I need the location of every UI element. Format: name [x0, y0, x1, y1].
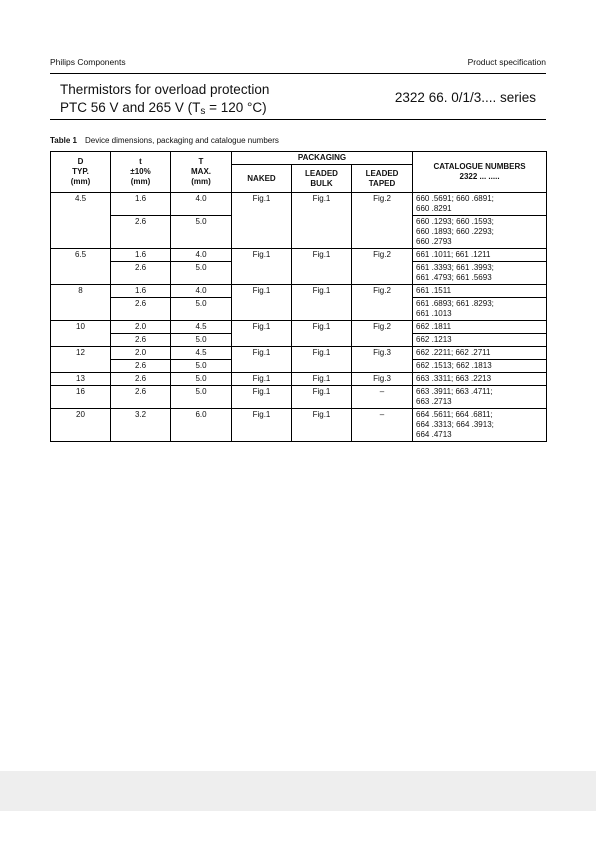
- cell-catalogue: [413, 249, 547, 262]
- cell-t: 2.6: [111, 262, 171, 285]
- catalogue-line: 660 .8291: [416, 204, 452, 213]
- cell-t: 2.0: [111, 347, 171, 360]
- cell-catalogue: [413, 262, 547, 285]
- cell-catalogue: [413, 285, 547, 298]
- cell-t: 3.2: [111, 409, 171, 442]
- catalogue-line: 664 .4713: [416, 430, 452, 439]
- cell-d: 4.5: [51, 193, 111, 249]
- cell-leaded-taped: Fig.3: [352, 373, 413, 386]
- cell-leaded-taped: Fig.2: [352, 193, 413, 249]
- cell-t: 2.0: [111, 321, 171, 334]
- cell-d: 20: [51, 409, 111, 442]
- page-bottom-band: [0, 771, 596, 811]
- cell-t: 1.6: [111, 193, 171, 216]
- table-row: [51, 321, 547, 334]
- cell-leaded-bulk: Fig.1: [292, 193, 352, 249]
- cell-t: 2.6: [111, 360, 171, 373]
- header-right: Product specification: [467, 57, 546, 67]
- cell-d: 6.5: [51, 249, 111, 285]
- cell-t: 2.6: [111, 216, 171, 249]
- cell-d: 12: [51, 347, 111, 373]
- cell-leaded-bulk: Fig.1: [292, 321, 352, 347]
- cell-T: 5.0: [171, 216, 232, 249]
- catalogue-line: 662 .1811: [416, 322, 452, 331]
- cell-T: 5.0: [171, 298, 232, 321]
- catalogue-line: 660 .2793: [416, 237, 452, 246]
- cell-catalogue: [413, 298, 547, 321]
- cell-T: 5.0: [171, 262, 232, 285]
- table-caption: Table 1 Device dimensions, packaging and catalogue numbers: [50, 136, 279, 145]
- catalogue-line: 661 .6893; 661 .8293;: [416, 299, 494, 308]
- document-title: [60, 81, 269, 119]
- col-header-d: D TYP. (mm): [51, 152, 111, 193]
- catalogue-line: 661 .3393; 661 .3993;: [416, 263, 494, 272]
- cell-leaded-bulk: Fig.1: [292, 409, 352, 442]
- table-row: [51, 409, 547, 442]
- cell-d: 10: [51, 321, 111, 347]
- cell-catalogue: [413, 216, 547, 249]
- col-header-naked: NAKED: [232, 165, 292, 193]
- cell-leaded-bulk: Fig.1: [292, 386, 352, 409]
- cell-T: 4.0: [171, 285, 232, 298]
- table-row: [51, 249, 547, 262]
- table-row: [51, 373, 547, 386]
- cell-t: 2.6: [111, 298, 171, 321]
- cell-T: 4.5: [171, 347, 232, 360]
- cell-d: 16: [51, 386, 111, 409]
- cell-catalogue: [413, 409, 547, 442]
- col-header-packaging: PACKAGING: [232, 152, 413, 165]
- col-header-leaded-bulk: LEADED BULK: [292, 165, 352, 193]
- catalogue-line: 660 .5691; 660 .6891;: [416, 194, 494, 203]
- cell-T: 4.0: [171, 193, 232, 216]
- top-rule: [50, 73, 546, 74]
- catalogue-line: 664 .5611; 664 .6811;: [416, 410, 493, 419]
- cell-leaded-bulk: Fig.1: [292, 285, 352, 321]
- catalogue-line: 661 .1511: [416, 286, 452, 295]
- catalogue-line: 661 .1013: [416, 309, 452, 318]
- cell-naked: Fig.1: [232, 409, 292, 442]
- col-header-leaded-taped: LEADED TAPED: [352, 165, 413, 193]
- cell-T: 5.0: [171, 334, 232, 347]
- table-row: [51, 285, 547, 298]
- cell-t: 2.6: [111, 334, 171, 347]
- cell-naked: Fig.1: [232, 193, 292, 249]
- cell-t: 1.6: [111, 285, 171, 298]
- title-line-2: PTC 56 V and 265 V (Ts = 120 °C): [60, 100, 267, 117]
- cell-catalogue: [413, 321, 547, 334]
- col-header-T: T MAX. (mm): [171, 152, 232, 193]
- table-row: [51, 193, 547, 216]
- catalogue-line: 662 .2211; 662 .2711: [416, 348, 491, 357]
- title-rule: [50, 119, 546, 120]
- dimensions-table: [50, 151, 547, 442]
- cell-leaded-taped: Fig.3: [352, 347, 413, 373]
- table-row: [51, 347, 547, 360]
- cell-catalogue: [413, 334, 547, 347]
- catalogue-line: 661 .4793; 661 .5693: [416, 273, 492, 282]
- header-left: Philips Components: [50, 57, 126, 67]
- col-header-catalogue: CATALOGUE NUMBERS 2322 ... .....: [413, 152, 547, 193]
- col-header-t: t ±10% (mm): [111, 152, 171, 193]
- catalogue-line: 663 .3311; 663 .2213: [416, 374, 492, 383]
- cell-naked: Fig.1: [232, 347, 292, 373]
- cell-t: 2.6: [111, 386, 171, 409]
- catalogue-line: 663 .2713: [416, 397, 452, 406]
- cell-catalogue: [413, 193, 547, 216]
- cell-naked: Fig.1: [232, 373, 292, 386]
- cell-T: 5.0: [171, 360, 232, 373]
- catalogue-line: 663 .3911; 663 .4711;: [416, 387, 493, 396]
- cell-leaded-taped: –: [352, 409, 413, 442]
- cell-T: 5.0: [171, 386, 232, 409]
- cell-leaded-taped: Fig.2: [352, 285, 413, 321]
- catalogue-line: 664 .3313; 664 .3913;: [416, 420, 494, 429]
- cell-naked: Fig.1: [232, 285, 292, 321]
- cell-t: 1.6: [111, 249, 171, 262]
- cell-leaded-taped: Fig.2: [352, 249, 413, 285]
- cell-catalogue: [413, 373, 547, 386]
- catalogue-line: 662 .1513; 662 .1813: [416, 361, 492, 370]
- cell-d: 8: [51, 285, 111, 321]
- title-line-1: Thermistors for overload protection: [60, 82, 270, 97]
- cell-catalogue: [413, 386, 547, 409]
- cell-leaded-taped: Fig.2: [352, 321, 413, 347]
- cell-t: 2.6: [111, 373, 171, 386]
- catalogue-line: 661 .1011; 661 .1211: [416, 250, 491, 259]
- table-row: [51, 386, 547, 409]
- cell-leaded-bulk: Fig.1: [292, 347, 352, 373]
- cell-T: 4.5: [171, 321, 232, 334]
- catalogue-line: 662 .1213: [416, 335, 452, 344]
- series-label: 2322 66. 0/1/3.... series: [394, 90, 536, 105]
- catalogue-line: 660 .1293; 660 .1593;: [416, 217, 494, 226]
- catalogue-line: 660 .1893; 660 .2293;: [416, 227, 494, 236]
- cell-naked: Fig.1: [232, 321, 292, 347]
- cell-catalogue: [413, 360, 547, 373]
- cell-leaded-taped: –: [352, 386, 413, 409]
- cell-T: 4.0: [171, 249, 232, 262]
- cell-d: 13: [51, 373, 111, 386]
- cell-T: 5.0: [171, 373, 232, 386]
- cell-T: 6.0: [171, 409, 232, 442]
- cell-leaded-bulk: Fig.1: [292, 373, 352, 386]
- cell-naked: Fig.1: [232, 249, 292, 285]
- cell-naked: Fig.1: [232, 386, 292, 409]
- cell-catalogue: [413, 347, 547, 360]
- cell-leaded-bulk: Fig.1: [292, 249, 352, 285]
